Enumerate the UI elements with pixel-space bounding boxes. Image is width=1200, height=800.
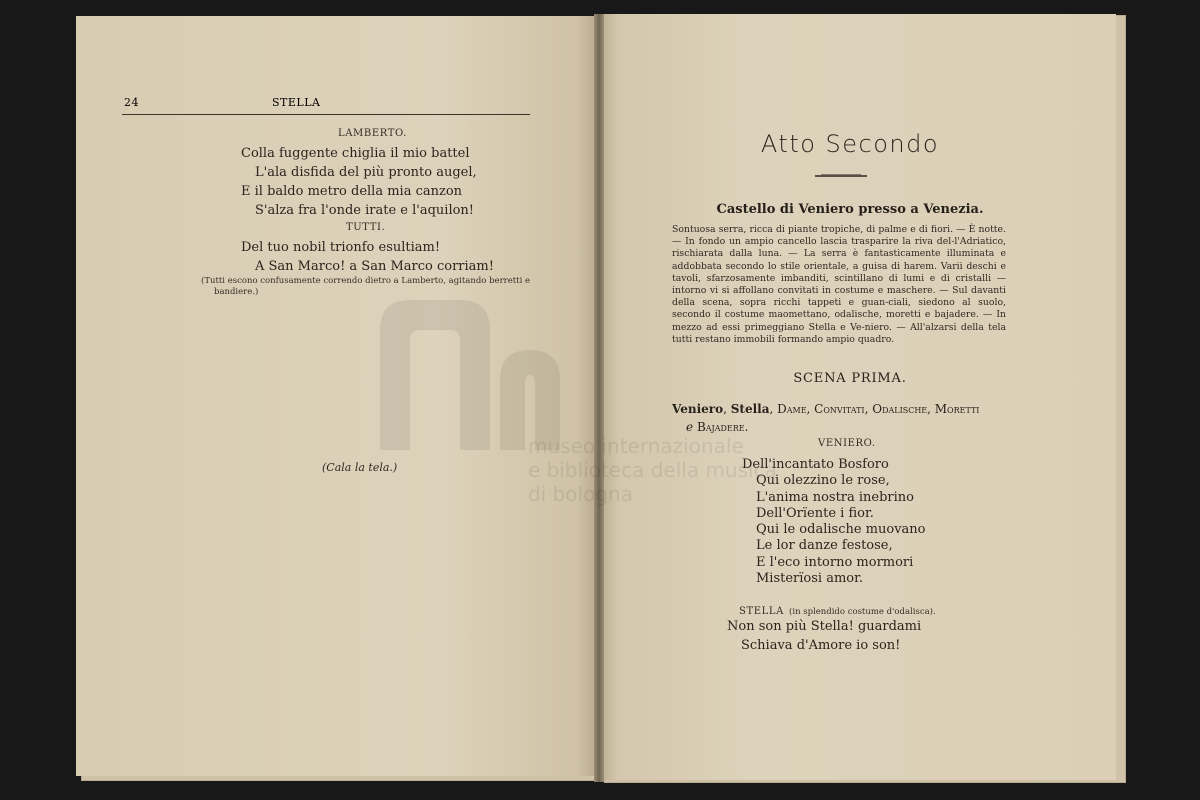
page-number: 24 — [124, 96, 139, 109]
verse-line: A San Marco! a San Marco corriam! — [255, 259, 494, 274]
character-name: Veniero — [672, 402, 724, 416]
scene-location: Castello di Veniero presso a Venezia. — [716, 202, 984, 217]
verse-line: Qui le odalische muovano — [756, 522, 926, 538]
verse-line: Non son più Stella! guardami — [727, 619, 922, 634]
speaker-stella: STELLA — [739, 606, 784, 617]
running-head — [124, 96, 530, 109]
verse-line: Colla fuggente chiglia il mio battel — [241, 146, 470, 161]
verse-line: Del tuo nobil trionfo esultiam! — [241, 240, 441, 255]
curtain-direction: (Cala la tela.) — [322, 461, 398, 474]
scene-description: Sontuosa serra, ricca di piante tropiche, di palme e di fiori. — È notte. — In fondo un ampio cancello lascia trasparire la riva del-l'Adriatico, rischiarata dalla luna. — La serra è fantasticamente illuminata e addobbata secondo lo stile orientale, a guisa di harem. Varii deschi e tavoli, sfarzosamente imbanditi, scintillano di lumi e di cristalli — intorno vi si affollano convitati in costume e maschere. — Sul davanti della scena, sopra ricchi tappeti e guan-ciali, siedono al suolo, secondo il costume maomettano, odalische, moretti e bajadere. — In mezzo ad essi primeggiano Stella e Ve-niero. — All'alzarsi della tela tutti restano immobili formando ampio quadro. — [672, 224, 1006, 345]
right-page — [598, 14, 1116, 780]
watermark-line: di bologna — [528, 482, 633, 506]
watermark-line: e biblioteca della musica — [528, 458, 777, 482]
verse-line: L'anima nostra inebrino — [756, 489, 915, 505]
verse-line: E il baldo metro della mia canzon — [241, 184, 463, 199]
conjunction: e — [686, 420, 694, 434]
speaker-stella-block — [739, 599, 936, 618]
verse-line: Schiava d'Amore io son! — [741, 638, 901, 653]
speaker-tutti: TUTTI. — [346, 222, 386, 233]
stage-direction-cont: bandiere.) — [214, 287, 259, 297]
character-group: Dame, Convitati, Odalische, Moretti — [777, 402, 980, 416]
verse-line: Misterïosi amor. — [756, 571, 864, 587]
verse-line: Le lor danze festose, — [756, 538, 893, 554]
scene-title: SCENA PRIMA. — [793, 371, 907, 386]
running-title: STELLA — [272, 96, 321, 109]
verse-line: S'alza fra l'onde irate e l'aquilon! — [255, 203, 475, 218]
verse-tutti — [241, 238, 494, 276]
verse-stella — [727, 617, 921, 655]
book-gutter — [594, 14, 604, 782]
speaker-lamberto: LAMBERTO. — [338, 128, 407, 139]
verse-lamberto — [241, 144, 477, 220]
speaker-veniero: VENIERO. — [818, 438, 876, 449]
watermark-line: museo internazionale — [528, 434, 744, 458]
verse-line: Dell'Orïente i fior. — [756, 505, 874, 521]
header-rule — [122, 114, 530, 115]
watermark-text — [528, 434, 777, 506]
verse-veniero — [742, 457, 926, 587]
character-list: Veniero, Stella, Dame, Convitati, Odalische, Moretti e Bajadere. — [672, 402, 980, 434]
stage-direction: (Tutti escono confusamente correndo dietro a Lamberto, agitando berretti e — [201, 276, 531, 286]
speaker-stella-note: (in splendido costume d'odalisca). — [789, 607, 936, 617]
verse-line: Dell'incantato Bosforo — [742, 457, 889, 472]
verse-line: L'ala disfida del più pronto augel, — [255, 165, 477, 180]
ornament-rule-icon — [815, 173, 867, 179]
verse-line: Qui olezzino le rose, — [756, 473, 890, 489]
act-title: Atto Secondo — [760, 130, 940, 158]
verse-line: E l'eco intorno mormori — [756, 554, 914, 570]
character-name: Stella — [730, 402, 770, 416]
character-group: Bajadere. — [696, 420, 749, 434]
